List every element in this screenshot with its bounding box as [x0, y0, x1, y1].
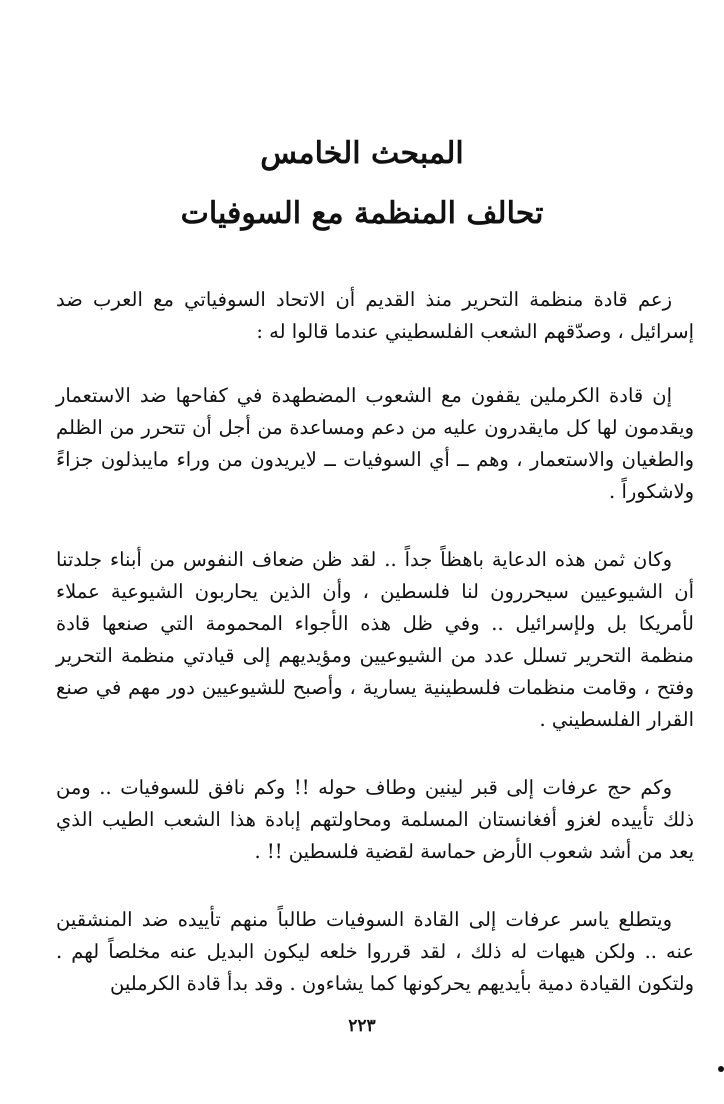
section-heading: المبحث الخامس [260, 136, 464, 171]
section-title: تحالف المنظمة مع السوفيات [180, 196, 544, 231]
paragraph-4: وكم حج عرفات إلى قبر لينين وطاف حوله !! وكم نافق للسوفيات .. ومن ذلك تأييده لغزو أفغانستان المسلمة ومحاولتهم إبادة هذا الشعب الطيب الذي يعد من أشد شعوب الأرض حماسة لقضية فلسطين !! . [56, 776, 694, 863]
paragraph-5: ويتطلع ياسر عرفات إلى القادة السوفيات طالباً منهم تأييده ضد المنشقين عنه .. ولكن هيهات له ذلك ، لقد قرروا خلعه ليكون البديل عنه مخلصاً لهم . ولتكون القيادة دمية بأيديهم يحركونها كما يشاءون . وقد بدأ قادة الكرملين [56, 908, 694, 995]
scan-edge-mark [718, 1066, 724, 1072]
paragraph-3: وكان ثمن هذه الدعاية باهظاً جداً .. لقد ظن ضعاف النفوس من أبناء جلدتنا أن الشيوعيين سيحررون لنا فلسطين ، وأن الذين يحاربون الشيوعية عملاء لأمريكا بل ولإسرائيل .. وفي ظل هذه الأجواء المحمومة التي صنعها قادة منظمة التحرير تسلل عدد من الشيوعيين ومؤيديهم إلى قيادتي منظمة التحرير وفتح ، وقامت منظمات فلسطينية يسارية ، وأصبح للشيوعيين دور مهم في صنع القرار الفلسطيني . [56, 548, 694, 731]
paragraph-2: إن قادة الكرملين يقفون مع الشعوب المضطهدة في كفاحها ضد الاستعمار ويقدمون لها كل مايقدرون عليه من دعم ومساعدة من أجل أن تتحرر من الظلم والطغيان والاستعمار ، وهم ــ أي السوفيات ــ لايريدون من وراء مايبذلون جزاءً ولاشكوراً . [56, 384, 694, 503]
paragraph-1: زعم قادة منظمة التحرير منذ القديم أن الاتحاد السوفياتي مع العرب ضد إسرائيل ، وصدّقهم الشعب الفلسطيني عندما قالوا له : [56, 288, 694, 343]
page-number: ٢٢٣ [348, 1016, 376, 1036]
body-text [56, 284, 694, 1000]
